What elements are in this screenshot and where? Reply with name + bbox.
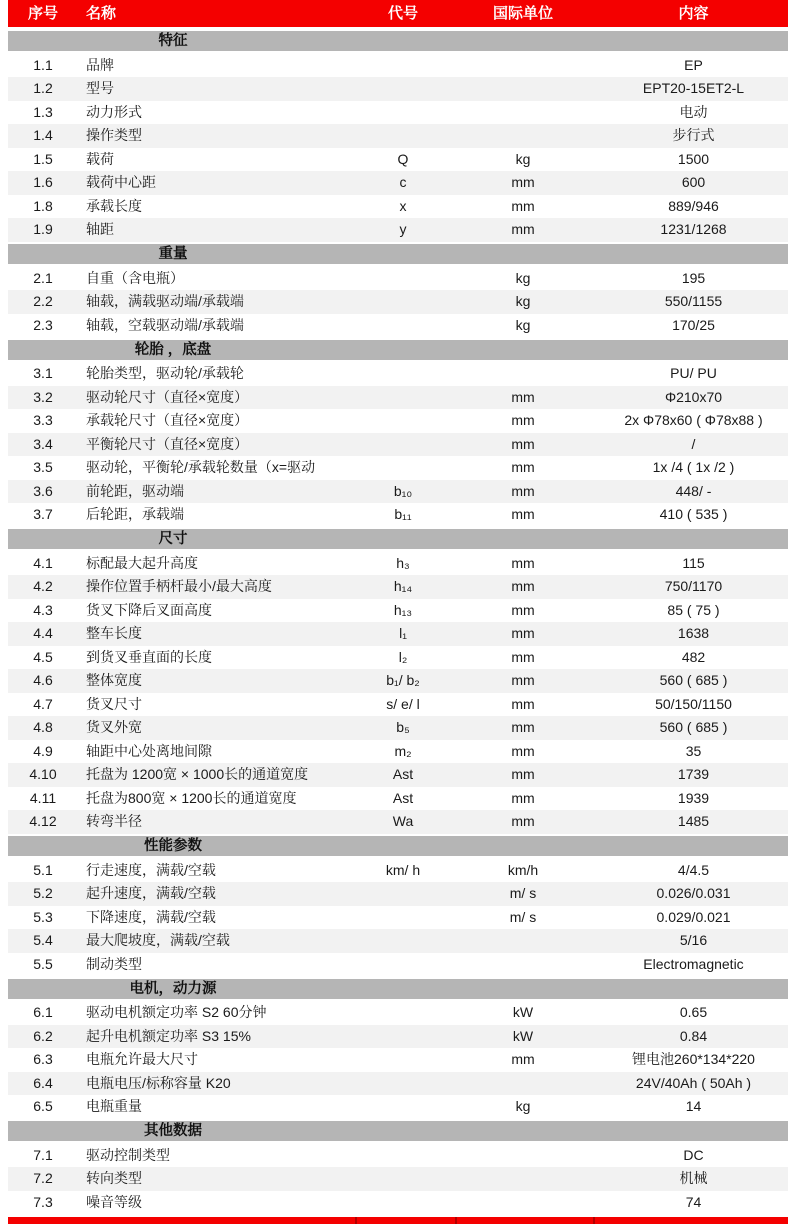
row-code bbox=[343, 1095, 463, 1119]
row-name: 整体宽度 bbox=[86, 672, 142, 688]
row-no: 1.8 bbox=[33, 197, 53, 214]
row-unit bbox=[463, 124, 583, 148]
row-no: 4.2 bbox=[33, 578, 53, 594]
row-no: 5.2 bbox=[33, 885, 53, 901]
row-value: 750/1170 bbox=[664, 578, 723, 594]
row-unit: mm bbox=[511, 1051, 535, 1067]
row-name: 轮胎类型，驱动轮/承载轮 bbox=[86, 365, 244, 381]
section-bar bbox=[8, 244, 788, 264]
row-value: Φ210x70 bbox=[664, 388, 723, 405]
table-row bbox=[8, 1048, 788, 1072]
row-value: 482 bbox=[681, 648, 706, 665]
row-unit: mm bbox=[511, 197, 535, 214]
row-name: 操作类型 bbox=[86, 127, 142, 143]
row-unit: mm bbox=[511, 695, 535, 712]
row-code: b₁₀ bbox=[393, 482, 413, 499]
table-row bbox=[8, 124, 788, 148]
row-code bbox=[343, 953, 463, 977]
row-no: 7.1 bbox=[33, 1146, 53, 1163]
section-title: 重量 bbox=[158, 246, 188, 262]
row-no: 6.4 bbox=[33, 1074, 53, 1091]
table-row bbox=[8, 218, 788, 242]
table-row bbox=[8, 433, 788, 457]
row-value: 50/150/1150 bbox=[655, 695, 732, 712]
row-name: 型号 bbox=[86, 80, 114, 96]
row-value: 0.026/0.031 bbox=[656, 885, 731, 901]
row-name: 电瓶允许最大尺寸 bbox=[86, 1051, 198, 1067]
row-no: 1.3 bbox=[33, 103, 53, 120]
table-row bbox=[8, 267, 788, 291]
row-code bbox=[343, 1072, 463, 1096]
row-code: Ast bbox=[392, 766, 414, 782]
row-no: 4.10 bbox=[29, 766, 57, 782]
section-bar bbox=[8, 836, 788, 856]
row-no: 4.1 bbox=[33, 554, 53, 571]
row-unit: kg bbox=[515, 269, 531, 286]
row-name: 轴载，空载驱动端/承载端 bbox=[86, 316, 244, 333]
row-unit: kW bbox=[512, 1027, 534, 1044]
row-name: 最大爬坡度，满载/空载 bbox=[86, 932, 230, 948]
row-name: 驱动电机额定功率 S2 60分钟 bbox=[86, 1004, 267, 1020]
row-value: 4/4.5 bbox=[677, 861, 710, 878]
col-header-no: 序号 bbox=[27, 5, 58, 22]
row-unit bbox=[463, 1191, 583, 1215]
table-row bbox=[8, 716, 788, 740]
row-no: 4.12 bbox=[29, 813, 57, 829]
row-unit: kg bbox=[515, 1098, 531, 1114]
row-value: 0.029/0.021 bbox=[656, 908, 731, 925]
row-unit: mm bbox=[511, 482, 535, 499]
row-no: 1.4 bbox=[33, 127, 53, 143]
table-row bbox=[8, 480, 788, 504]
row-no: 7.2 bbox=[33, 1170, 53, 1186]
row-code bbox=[343, 882, 463, 906]
table-row bbox=[8, 646, 788, 670]
row-no: 1.5 bbox=[33, 150, 53, 167]
table-body bbox=[8, 31, 788, 1214]
row-code: b₁₁ bbox=[394, 506, 412, 522]
row-unit: mm bbox=[511, 221, 535, 237]
col-header-value: 内容 bbox=[678, 5, 709, 22]
row-no: 4.7 bbox=[33, 695, 53, 712]
col-header-unit: 国际单位 bbox=[492, 5, 553, 22]
row-unit: mm bbox=[511, 506, 535, 522]
section-bar bbox=[8, 979, 788, 999]
table-row bbox=[8, 693, 788, 717]
row-code: y bbox=[399, 221, 407, 237]
footer-divider bbox=[455, 1217, 457, 1224]
row-value: 电动 bbox=[679, 103, 708, 120]
section-title: 特征 bbox=[158, 33, 188, 49]
row-value: 74 bbox=[685, 1193, 702, 1210]
row-name: 操作位置手柄杆最小/最大高度 bbox=[86, 578, 272, 594]
row-unit: kW bbox=[512, 1004, 534, 1020]
row-no: 5.5 bbox=[33, 955, 53, 972]
row-name: 轴距中心处离地间隙 bbox=[86, 742, 212, 759]
row-name: 承载长度 bbox=[86, 197, 142, 214]
row-no: 5.4 bbox=[33, 932, 53, 948]
row-name: 整车长度 bbox=[86, 625, 142, 641]
row-no: 3.4 bbox=[33, 435, 53, 452]
table-row bbox=[8, 101, 788, 125]
row-code: s/ e/ l bbox=[386, 695, 420, 712]
row-no: 6.1 bbox=[33, 1004, 53, 1020]
row-code bbox=[343, 1191, 463, 1215]
row-name: 行走速度，满载/空载 bbox=[86, 861, 216, 878]
row-no: 1.6 bbox=[33, 174, 53, 190]
table-row bbox=[8, 859, 788, 883]
row-code bbox=[343, 906, 463, 930]
row-no: 4.8 bbox=[33, 719, 53, 735]
row-unit: mm bbox=[511, 719, 535, 735]
row-no: 1.1 bbox=[33, 56, 53, 73]
row-unit: kg bbox=[515, 150, 531, 167]
row-value: 1638 bbox=[677, 625, 710, 641]
table-row bbox=[8, 669, 788, 693]
row-unit: mm bbox=[511, 672, 535, 688]
row-name: 平衡轮尺寸（直径×宽度） bbox=[86, 435, 249, 452]
row-code bbox=[343, 54, 463, 78]
row-no: 1.9 bbox=[33, 221, 53, 237]
section-title: 电机，动力源 bbox=[129, 980, 217, 997]
row-no: 6.5 bbox=[33, 1098, 53, 1114]
table-row bbox=[8, 148, 788, 172]
row-name: 品牌 bbox=[86, 56, 114, 73]
row-no: 4.11 bbox=[29, 789, 57, 806]
row-code: Q bbox=[397, 150, 409, 167]
row-code bbox=[343, 386, 463, 410]
row-name: 转弯半径 bbox=[86, 813, 142, 829]
row-name: 载荷中心距 bbox=[86, 174, 156, 190]
table-row bbox=[8, 810, 788, 834]
row-value: 115 bbox=[682, 554, 705, 571]
row-no: 2.3 bbox=[33, 316, 53, 333]
row-unit: mm bbox=[511, 412, 535, 428]
table-row bbox=[8, 763, 788, 787]
section-bar bbox=[8, 1121, 788, 1141]
table-row bbox=[8, 552, 788, 576]
row-value: 1485 bbox=[677, 813, 710, 829]
row-value: 85 ( 75 ) bbox=[667, 601, 720, 618]
table-row bbox=[8, 1025, 788, 1049]
row-code: l₁ bbox=[399, 625, 407, 641]
row-name: 货叉下降后叉面高度 bbox=[86, 601, 212, 618]
row-code bbox=[343, 929, 463, 953]
row-unit: mm bbox=[511, 742, 535, 759]
row-value: 0.65 bbox=[679, 1004, 708, 1020]
row-name: 电瓶电压/标称容量 K20 bbox=[86, 1074, 231, 1091]
row-unit bbox=[463, 77, 583, 101]
row-no: 4.5 bbox=[33, 648, 53, 665]
table-row bbox=[8, 409, 788, 433]
row-name: 驱动轮，平衡轮/承载轮数量（x=驱动 bbox=[86, 459, 316, 475]
row-code bbox=[343, 124, 463, 148]
table-row bbox=[8, 386, 788, 410]
row-value: Electromagnetic bbox=[643, 955, 744, 972]
row-code bbox=[343, 290, 463, 314]
row-no: 1.2 bbox=[33, 80, 53, 96]
table-row bbox=[8, 290, 788, 314]
table-row bbox=[8, 195, 788, 219]
row-unit: mm bbox=[511, 789, 535, 806]
table-row bbox=[8, 1191, 788, 1215]
table-row bbox=[8, 787, 788, 811]
section-title: 尺寸 bbox=[158, 531, 188, 547]
row-value: 600 bbox=[681, 174, 706, 190]
row-no: 6.3 bbox=[33, 1051, 53, 1067]
section-bar bbox=[8, 31, 788, 51]
row-value: 889/946 bbox=[668, 197, 719, 214]
row-value: 448/ - bbox=[675, 482, 712, 499]
row-unit: kg bbox=[515, 316, 531, 333]
row-no: 4.6 bbox=[33, 672, 53, 688]
table-row bbox=[8, 929, 788, 953]
row-unit: mm bbox=[511, 554, 535, 571]
row-unit bbox=[463, 1167, 583, 1191]
col-header-name: 名称 bbox=[86, 5, 117, 22]
table-row bbox=[8, 1095, 788, 1119]
row-value: 170/25 bbox=[672, 316, 715, 333]
row-name: 托盘为 1200宽 × 1000长的通道宽度 bbox=[86, 766, 309, 782]
row-value: 410 ( 535 ) bbox=[659, 506, 728, 522]
row-no: 4.3 bbox=[33, 601, 53, 618]
row-name: 驱动控制类型 bbox=[86, 1146, 170, 1163]
row-unit: mm bbox=[511, 648, 535, 665]
row-name: 载荷 bbox=[86, 150, 114, 167]
row-code bbox=[343, 1144, 463, 1168]
section-bar bbox=[8, 340, 788, 360]
row-no: 6.2 bbox=[33, 1027, 53, 1044]
row-unit: mm bbox=[511, 813, 535, 829]
row-value: 1500 bbox=[677, 150, 710, 167]
row-no: 3.5 bbox=[33, 459, 53, 475]
row-name: 承载轮尺寸（直径×宽度） bbox=[86, 412, 249, 428]
section-title: 轮胎 ，底盘 bbox=[134, 341, 212, 358]
row-code: h₁₃ bbox=[393, 601, 413, 618]
table-row bbox=[8, 456, 788, 480]
table-row bbox=[8, 362, 788, 386]
row-unit: mm bbox=[511, 601, 535, 618]
row-code bbox=[343, 1048, 463, 1072]
row-code bbox=[343, 314, 463, 338]
row-code: km/ h bbox=[385, 861, 421, 878]
table-row bbox=[8, 599, 788, 623]
row-value: 1231/1268 bbox=[660, 221, 727, 237]
footer-bar bbox=[8, 1217, 788, 1224]
row-unit bbox=[463, 953, 583, 977]
row-value: 步行式 bbox=[672, 127, 715, 143]
row-code bbox=[343, 267, 463, 291]
row-no: 4.4 bbox=[33, 625, 53, 641]
row-value: DC bbox=[683, 1146, 704, 1163]
row-unit bbox=[463, 929, 583, 953]
section-bar bbox=[8, 529, 788, 549]
row-name: 前轮距，驱动端 bbox=[86, 482, 184, 499]
row-no: 3.3 bbox=[33, 412, 53, 428]
table-row bbox=[8, 882, 788, 906]
row-name: 噪音等级 bbox=[86, 1193, 142, 1210]
row-name: 转向类型 bbox=[86, 1170, 142, 1186]
row-code: h₃ bbox=[396, 554, 410, 571]
row-value: 1739 bbox=[677, 766, 710, 782]
row-no: 7.3 bbox=[33, 1193, 53, 1210]
row-code bbox=[343, 1001, 463, 1025]
row-value: 24V/40Ah ( 50Ah ) bbox=[635, 1074, 752, 1091]
row-unit: m/ s bbox=[509, 885, 537, 901]
row-unit bbox=[463, 101, 583, 125]
row-value: 195 bbox=[681, 269, 706, 286]
row-name: 下降速度，满载/空载 bbox=[86, 908, 216, 925]
row-unit bbox=[463, 1144, 583, 1168]
row-unit bbox=[463, 1072, 583, 1096]
row-name: 托盘为800宽 × 1200长的通道宽度 bbox=[86, 789, 297, 806]
table-row bbox=[8, 1001, 788, 1025]
row-no: 5.3 bbox=[33, 908, 53, 925]
row-name: 起升速度，满载/空载 bbox=[86, 885, 216, 901]
table-row bbox=[8, 171, 788, 195]
row-code: Wa bbox=[392, 813, 414, 829]
table-row bbox=[8, 575, 788, 599]
section-title: 性能参数 bbox=[144, 838, 202, 854]
row-unit: mm bbox=[511, 766, 535, 782]
row-name: 货叉外宽 bbox=[86, 719, 142, 735]
row-name: 到货叉垂直面的长度 bbox=[86, 648, 212, 665]
row-code: c bbox=[399, 174, 407, 190]
row-name: 驱动轮尺寸（直径×宽度） bbox=[86, 388, 249, 405]
row-code bbox=[343, 77, 463, 101]
row-name: 自重（含电瓶） bbox=[86, 269, 184, 286]
row-unit: mm bbox=[511, 625, 535, 641]
row-code bbox=[343, 1167, 463, 1191]
row-no: 3.2 bbox=[33, 388, 53, 405]
row-name: 制动类型 bbox=[86, 955, 142, 972]
footer-divider bbox=[593, 1217, 595, 1224]
row-value: 5/16 bbox=[679, 932, 708, 948]
table-row bbox=[8, 1072, 788, 1096]
row-name: 起升电机额定功率 S3 15% bbox=[86, 1027, 251, 1044]
row-value: EP bbox=[684, 56, 703, 73]
row-no: 3.6 bbox=[33, 482, 53, 499]
row-unit bbox=[463, 54, 583, 78]
footer-divider bbox=[355, 1217, 357, 1224]
row-code: l₂ bbox=[398, 648, 408, 665]
row-unit: kg bbox=[515, 293, 531, 309]
row-value: PU/ PU bbox=[670, 365, 717, 381]
row-code bbox=[343, 1025, 463, 1049]
section-title: 其他数据 bbox=[144, 1123, 202, 1139]
row-no: 3.7 bbox=[33, 506, 53, 522]
row-code: h₁₄ bbox=[393, 578, 413, 594]
table-row bbox=[8, 54, 788, 78]
row-value: 14 bbox=[685, 1098, 702, 1114]
row-code bbox=[343, 362, 463, 386]
row-no: 3.1 bbox=[33, 365, 53, 381]
row-value: 1x /4 ( 1x /2 ) bbox=[652, 459, 735, 475]
row-code bbox=[343, 456, 463, 480]
row-code: b₁/ b₂ bbox=[386, 672, 420, 688]
row-no: 2.1 bbox=[33, 269, 53, 286]
row-name: 后轮距，承载端 bbox=[86, 506, 184, 522]
row-code bbox=[343, 101, 463, 125]
col-header-code: 代号 bbox=[387, 5, 418, 22]
row-code: Ast bbox=[392, 789, 414, 806]
row-name: 轴距 bbox=[86, 221, 114, 237]
table-row bbox=[8, 953, 788, 977]
row-value: 0.84 bbox=[679, 1027, 708, 1044]
row-unit: mm bbox=[511, 459, 535, 475]
table-row bbox=[8, 503, 788, 527]
row-unit: mm bbox=[511, 578, 535, 594]
row-no: 2.2 bbox=[33, 293, 53, 309]
row-value: / bbox=[691, 435, 696, 452]
row-value: 560 ( 685 ) bbox=[659, 719, 728, 735]
row-unit: m/ s bbox=[509, 908, 537, 925]
row-value: 35 bbox=[685, 742, 702, 759]
row-value: 1939 bbox=[677, 789, 710, 806]
table-row bbox=[8, 1167, 788, 1191]
row-name: 标配最大起升高度 bbox=[86, 554, 198, 571]
row-value: 机械 bbox=[679, 1170, 708, 1186]
table-row bbox=[8, 906, 788, 930]
table-row bbox=[8, 314, 788, 338]
row-code: m₂ bbox=[394, 742, 412, 759]
row-value: 560 ( 685 ) bbox=[659, 672, 728, 688]
row-code: x bbox=[399, 197, 407, 214]
row-unit bbox=[463, 362, 583, 386]
row-name: 动力形式 bbox=[86, 103, 142, 120]
row-value: 550/1155 bbox=[664, 293, 723, 309]
table-row bbox=[8, 77, 788, 101]
row-unit: mm bbox=[511, 388, 535, 405]
row-code bbox=[343, 409, 463, 433]
table-row bbox=[8, 740, 788, 764]
table-header bbox=[8, 0, 788, 27]
row-unit: mm bbox=[511, 174, 535, 190]
row-value: 2x Φ78x60 ( Φ78x88 ) bbox=[624, 412, 763, 428]
table-row bbox=[8, 1144, 788, 1168]
row-name: 货叉尺寸 bbox=[86, 695, 142, 712]
row-unit: mm bbox=[511, 435, 535, 452]
table-row bbox=[8, 622, 788, 646]
row-no: 5.1 bbox=[33, 861, 53, 878]
row-code bbox=[343, 433, 463, 457]
row-code: b₅ bbox=[396, 719, 410, 735]
row-name: 轴载，满载驱动端/承载端 bbox=[86, 293, 244, 309]
row-value: EPT20-15ET2-L bbox=[642, 80, 745, 96]
row-name: 电瓶重量 bbox=[86, 1098, 142, 1114]
row-no: 4.9 bbox=[33, 742, 53, 759]
row-value: 锂电池260*134*220 bbox=[632, 1051, 755, 1067]
row-unit: km/h bbox=[507, 861, 539, 878]
